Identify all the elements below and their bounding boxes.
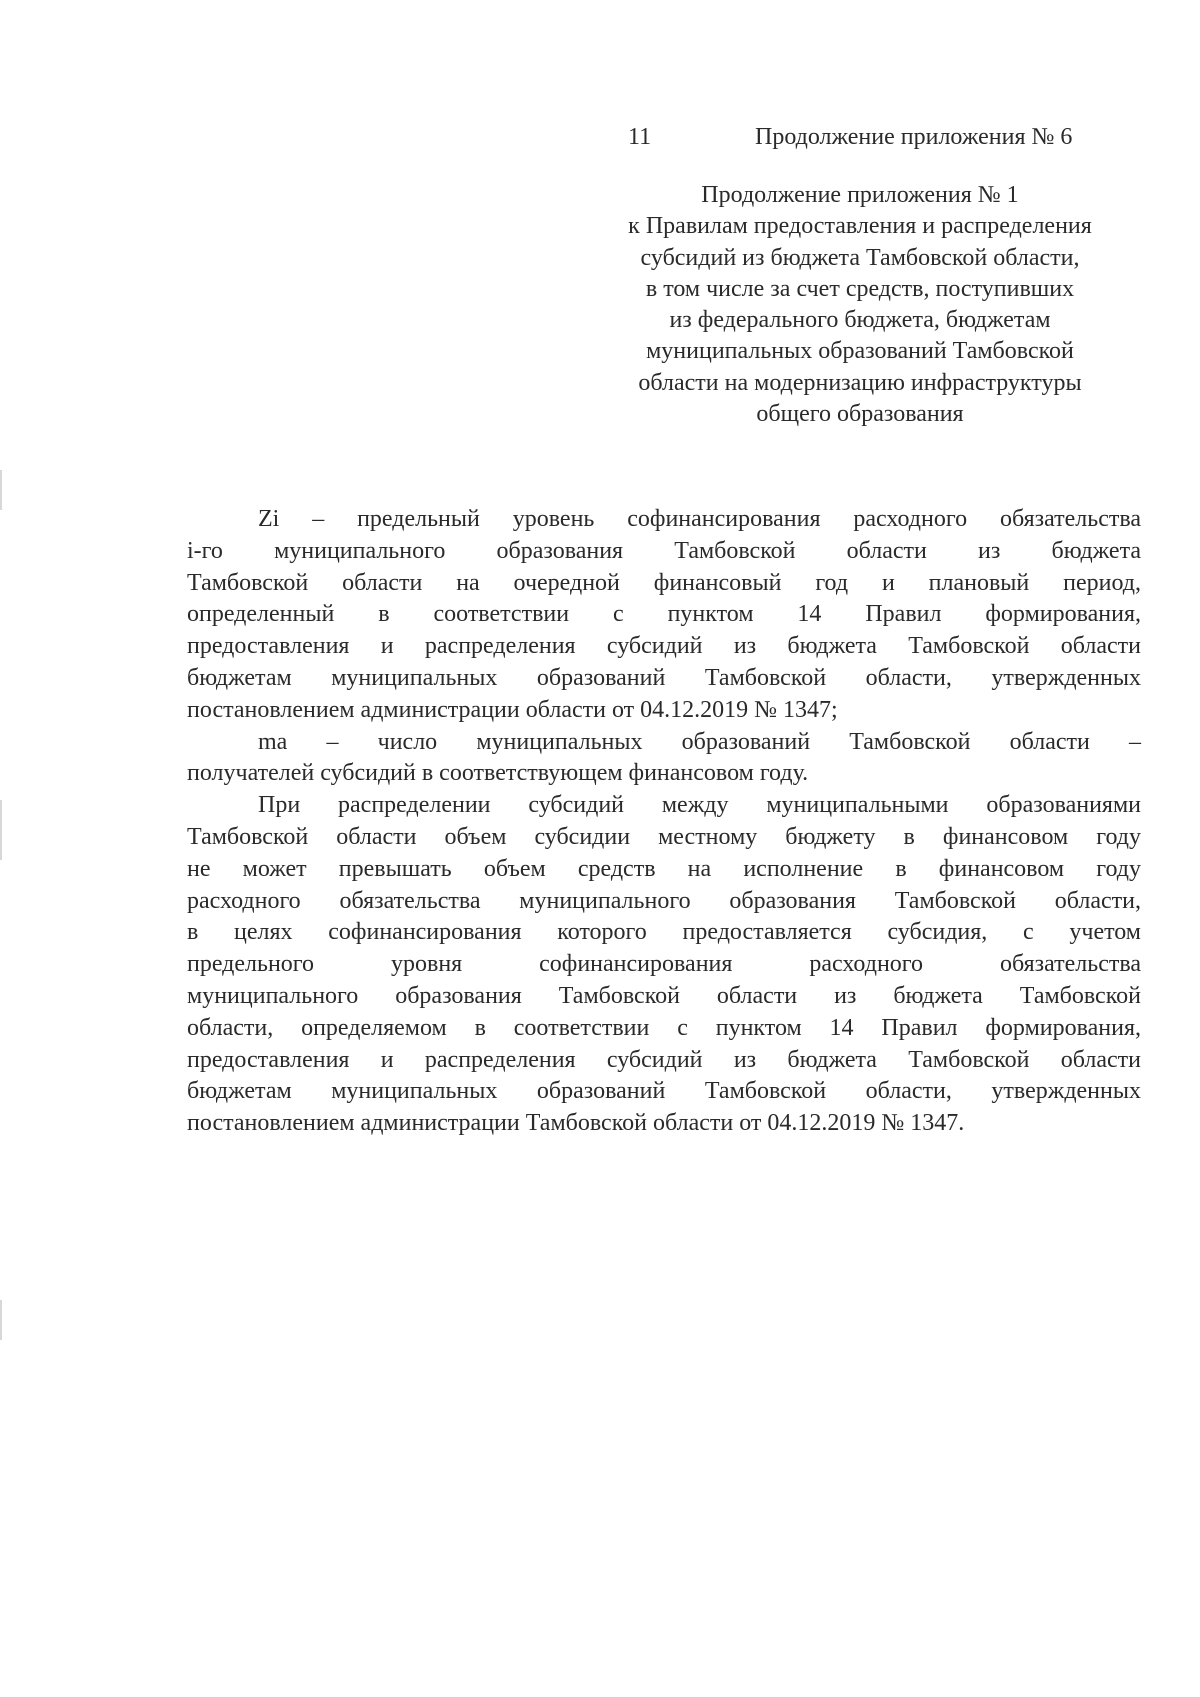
text-line: области, определяемом в соответствии с пунктом 14 Правил формирования, <box>187 1014 1141 1041</box>
text-line: предоставления и распределения субсидий из бюджета Тамбовской области <box>187 1046 1141 1073</box>
page-number: 11 <box>628 124 652 150</box>
attachment-line: к Правилам предоставления и распределения <box>628 213 1092 240</box>
scan-edge-mark <box>0 1300 2 1340</box>
continuation-label: Продолжение приложения № 6 <box>755 124 1073 150</box>
text-line: Тамбовской области на очередной финансовый год и плановый период, <box>187 569 1141 596</box>
text-line: ma – число муниципальных образований Тамбовской области – <box>258 728 1141 755</box>
text-line: бюджетам муниципальных образований Тамбовской области, утвержденных <box>187 664 1141 691</box>
paragraph-zi-definition <box>187 504 1141 727</box>
attachment-line: Продолжение приложения № 1 <box>701 182 1019 208</box>
text-line: При распределении субсидий между муниципальными образованиями <box>258 792 1141 819</box>
text-line: в целях софинансирования которого предоставляется субсидия, с учетом <box>187 919 1141 946</box>
text-line: Zi – предельный уровень софинансирования расходного обязательства <box>258 506 1141 532</box>
text-line: расходного обязательства муниципального образования Тамбовской области, <box>187 887 1141 914</box>
text-line: i-го муниципального образования Тамбовской области из бюджета <box>187 537 1141 564</box>
text-line: предельного уровня софинансирования расходного обязательства <box>187 951 1141 978</box>
text-line: определенный в соответствии с пунктом 14 Правил формирования, <box>187 601 1141 628</box>
paragraph-distribution-rule <box>187 790 1141 1140</box>
document-body <box>187 504 1141 1140</box>
text-line: предоставления и распределения субсидий из бюджета Тамбовской области <box>187 633 1141 660</box>
text-line: муниципального образования Тамбовской области из бюджета Тамбовской <box>187 982 1141 1009</box>
attachment-line: из федерального бюджета, бюджетам <box>669 307 1051 334</box>
paragraph-ma-definition <box>187 727 1141 791</box>
attachment-line: области на модернизацию инфраструктуры <box>638 369 1082 396</box>
text-line: постановлением администрации Тамбовской области от 04.12.2019 № 1347. <box>187 1110 965 1137</box>
attachment-line: в том числе за счет средств, поступивших <box>645 275 1075 302</box>
attachment-line: муниципальных образований Тамбовской <box>646 338 1074 365</box>
scan-edge-mark <box>0 800 2 860</box>
text-line: не может превышать объем средств на исполнение в финансовом году <box>187 855 1141 882</box>
attachment-line: общего образования <box>756 401 964 428</box>
text-line: бюджетам муниципальных образований Тамбовской области, утвержденных <box>187 1078 1141 1105</box>
text-line: получателей субсидий в соответствующем финансовом году. <box>187 760 809 787</box>
attachment-line: субсидий из бюджета Тамбовской области, <box>640 244 1080 271</box>
text-line: постановлением администрации области от 04.12.2019 № 1347; <box>187 696 838 723</box>
attachment-header <box>570 180 1150 430</box>
scan-edge-mark <box>0 470 2 510</box>
text-line: Тамбовской области объем субсидии местному бюджету в финансовом году <box>187 823 1141 850</box>
